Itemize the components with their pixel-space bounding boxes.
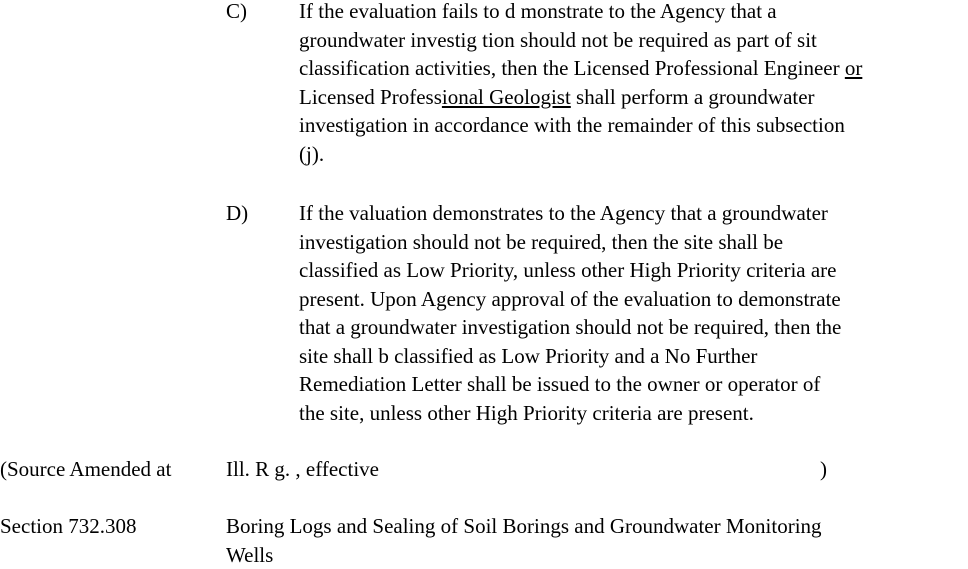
section-title-line-2: Wells [226, 541, 966, 569]
item-c-line-6: (j). [299, 140, 964, 169]
section-title-line-1: Boring Logs and Sealing of Soil Borings and Groundwater Monitoring [226, 512, 966, 541]
item-c-line-1: If the evaluation fails to d monstrate to the Agency that a [299, 0, 964, 26]
item-c-line-2: groundwater investig tion should not be required as part of sit [299, 26, 964, 55]
item-c-line-3-text: classification activities, then the Licensed Professional Engineer [299, 56, 845, 80]
item-c-paragraph [299, 0, 964, 168]
item-c-line-3 [299, 54, 964, 83]
item-c-line-4-tail: shall perform a groundwater [571, 85, 815, 109]
underlined-or: or [845, 56, 863, 80]
item-d-line-6: site shall b classified as Low Priority and a No Further [299, 342, 964, 371]
item-c-line-5: investigation in accordance with the remainder of this subsection [299, 111, 964, 140]
item-d-line-7: Remediation Letter shall be issued to the owner or operator of [299, 370, 964, 399]
source-note-close: ) [820, 455, 827, 484]
item-c-marker: C) [226, 0, 247, 26]
item-d-paragraph [299, 199, 964, 427]
item-d-line-4: present. Upon Agency approval of the evaluation to demonstrate [299, 285, 964, 314]
source-note-label: (Source Amended at [0, 455, 171, 484]
item-d-line-5: that a groundwater investigation should not be required, then the [299, 313, 964, 342]
item-d-marker: D) [226, 199, 248, 228]
source-note-text: Ill. R g. , effective [226, 455, 379, 484]
item-c-line-4 [299, 83, 964, 112]
item-d-line-3: classified as Low Priority, unless other High Priority criteria are [299, 256, 964, 285]
item-d-line-1: If the valuation demonstrates to the Agency that a groundwater [299, 199, 964, 228]
item-c-line-4-text: Licensed Profess [299, 85, 442, 109]
underlined-geologist: ional Geologist [442, 85, 571, 109]
section-number: Section 732.308 [0, 512, 137, 541]
section-title [226, 512, 966, 569]
item-d-line-8: the site, unless other High Priority criteria are present. [299, 399, 964, 428]
item-d-line-2: investigation should not be required, then the site shall be [299, 228, 964, 257]
